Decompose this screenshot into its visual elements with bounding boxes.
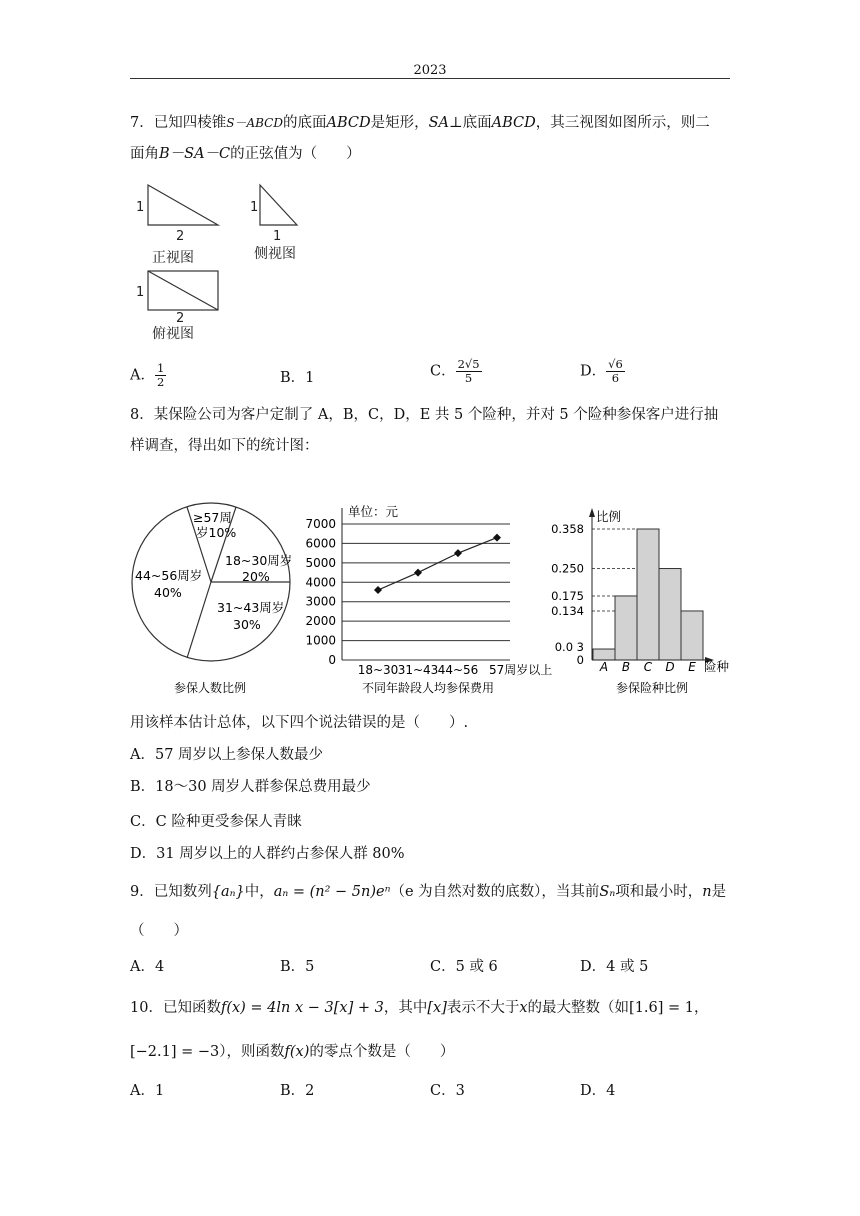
side-view-width: 1	[273, 229, 282, 244]
side-view-triangle	[260, 185, 297, 225]
q10-text: 表示不大于	[446, 1000, 520, 1016]
q7-text: 是矩形，	[370, 115, 429, 131]
q9-math: n	[702, 884, 712, 900]
line-chart-ytick: 5000	[305, 555, 336, 570]
pie-label-44-56: 44~56周岁	[135, 568, 203, 583]
q7-text: 已知四棱锥	[153, 115, 227, 131]
denominator: 5	[464, 371, 473, 385]
line-chart-caption: 不同年龄段人均参保费用	[362, 681, 495, 695]
option-label: B．	[280, 959, 306, 975]
q8-line1	[130, 405, 718, 425]
bar-chart-ylabel: 比例	[596, 509, 622, 524]
pie-label-18-30-pct: 20%	[242, 569, 270, 584]
bar-chart	[551, 500, 740, 700]
q9-option-b[interactable]	[280, 957, 314, 977]
top-view-diagonal	[148, 271, 218, 310]
q10-text: 的零点个数是（ ）	[309, 1044, 455, 1060]
option-text: 5	[305, 959, 315, 975]
q7-text: ，其三视图如图所示，则二	[535, 115, 710, 131]
line-chart-ytick: 6000	[305, 536, 336, 551]
option-label: D．	[580, 1083, 607, 1099]
line-chart-point	[493, 534, 501, 542]
bar-chart-xtick: E	[688, 660, 696, 674]
q9-option-c[interactable]	[430, 957, 498, 977]
q9-text: （e 为自然对数的底数），当其前	[390, 884, 600, 900]
q10-option-b[interactable]	[280, 1081, 314, 1101]
q7-three-views	[130, 178, 330, 348]
bar-chart-y-arrow	[589, 508, 595, 517]
q10-text: ，其中	[383, 1000, 428, 1016]
option-label: C．	[430, 1083, 456, 1099]
q9-option-a[interactable]	[130, 957, 164, 977]
q10-text: ），则函数	[219, 1044, 285, 1060]
option-label: A．	[130, 747, 155, 763]
line-chart-ytick: 3000	[305, 594, 336, 609]
numerator: 2√5	[457, 357, 480, 371]
front-view-triangle	[148, 185, 218, 225]
q9-formula: aₙ = (n² − 5n)eⁿ	[273, 884, 391, 900]
bar-chart-xtick: A	[599, 660, 609, 674]
line-chart-grid	[342, 524, 510, 660]
option-text: 2	[305, 1083, 315, 1099]
q7-line1	[130, 113, 710, 133]
pie-chart	[130, 500, 300, 700]
q10-option-c[interactable]	[430, 1081, 465, 1101]
line-chart-ytick: 1000	[305, 633, 336, 648]
option-text: 18～30 周岁人群参保总费用最少	[155, 779, 371, 795]
q9-text: 项和最小时，	[615, 884, 703, 900]
q8-question: 用该样本估计总体，以下四个说法错误的是（ ）.	[130, 715, 469, 731]
line-chart-ytick: 2000	[305, 614, 336, 629]
option-label: A．	[130, 1083, 155, 1099]
front-view-width: 2	[176, 229, 185, 244]
q10-text: ，	[694, 1000, 709, 1016]
pie-label-31-43-pct: 30%	[233, 617, 261, 632]
header-rule	[130, 78, 730, 79]
option-label: D．	[580, 363, 607, 380]
side-view-height: 1	[250, 200, 259, 215]
q8-option-a[interactable]	[130, 745, 323, 765]
option-label: B．	[280, 1083, 306, 1099]
pie-label-31-43: 31~43周岁	[217, 600, 285, 615]
q7-text: 的底面	[282, 115, 327, 131]
pie-label-57: ≥57周	[193, 510, 232, 525]
q10-line1	[130, 998, 709, 1018]
option-value: 1	[305, 370, 315, 386]
pie-caption: 参保人数比例	[174, 681, 247, 695]
bar-chart-ytick: 0.250	[551, 561, 584, 576]
bar-chart-ytick: 0.134	[551, 603, 584, 618]
front-view-height: 1	[136, 200, 145, 215]
top-view-width: 2	[176, 311, 185, 326]
q7-math: S－ABCD	[226, 116, 283, 130]
line-chart-yticks	[305, 517, 336, 667]
q10-text: 的最大整数（如	[527, 1000, 630, 1016]
q9-paren: （ ）	[130, 923, 188, 939]
pie-label-44-56-pct: 40%	[154, 585, 182, 600]
line-chart-point	[374, 586, 382, 594]
line-chart-xticks	[358, 662, 553, 677]
line-chart-xtick: 18~30	[357, 663, 399, 677]
line-chart-points	[374, 534, 501, 594]
q8-option-c[interactable]	[130, 812, 302, 832]
bar-chart-xtick: C	[643, 660, 653, 674]
q10-text: 已知函数	[162, 1000, 221, 1016]
option-label: A．	[130, 959, 155, 975]
bar-chart-ytick: 0	[576, 653, 584, 667]
page-header-year: 2023	[413, 63, 447, 78]
q9-text: 已知数列	[153, 884, 212, 900]
q10-example: [1.6] = 1	[629, 1000, 695, 1016]
q7-math: SA	[428, 115, 449, 131]
q8-line2: 样调查，得出如下的统计图：	[130, 438, 319, 454]
denominator: 6	[611, 371, 620, 385]
q7-line2	[130, 144, 361, 164]
option-label: C．	[430, 363, 456, 380]
option-text: 1	[154, 1083, 165, 1099]
line-chart-ytick: 7000	[305, 517, 336, 531]
option-label: D．	[580, 959, 607, 975]
q9-option-d[interactable]	[580, 957, 648, 977]
bar-chart-ytick: 0.0 3	[554, 640, 584, 655]
bar-chart-bar	[637, 529, 659, 660]
q9-line1	[130, 882, 726, 902]
option-label: C．	[430, 959, 456, 975]
q7-option-d[interactable]	[580, 358, 625, 385]
q7-number: 7．	[130, 115, 154, 131]
denominator: 2	[156, 375, 165, 389]
line-chart-ytick: 4000	[305, 575, 336, 590]
line-chart-point	[414, 569, 422, 577]
bar-chart-ytick: 0.175	[551, 588, 584, 603]
q7-text: 面角	[130, 146, 159, 162]
line-chart	[300, 500, 560, 700]
q9-number: 9．	[130, 884, 154, 900]
q8-text: 某保险公司为客户定制了 A，B，C，D，E 共 5 个险种，并对 5 个险种参保客户进行抽	[153, 407, 719, 423]
option-label: C．	[130, 814, 156, 830]
bar-chart-xticks	[599, 660, 696, 674]
bar-chart-bar	[659, 569, 681, 660]
q7-option-b[interactable]	[280, 366, 314, 387]
pie-label-18-30: 18~30周岁	[225, 553, 293, 568]
fraction	[456, 358, 482, 385]
q9-text: 是	[711, 884, 727, 900]
fraction	[155, 362, 166, 389]
line-chart-xtick: 57周岁以上	[489, 663, 553, 677]
q8-option-b[interactable]	[130, 777, 371, 797]
q10-option-a[interactable]	[130, 1081, 164, 1101]
q7-text: 的正弦值为（ ）	[230, 146, 361, 162]
q10-math: [x]	[427, 1000, 447, 1016]
option-label: B．	[280, 370, 306, 386]
pie-label-57-pct: 岁10%	[196, 525, 237, 540]
q9-math: {aₙ}	[211, 884, 245, 900]
q7-math: B－SA－C	[159, 146, 231, 162]
side-view-label: 侧视图	[254, 246, 296, 262]
bar-chart-ytick: 0.358	[551, 522, 584, 536]
bar-chart-bar	[615, 596, 637, 660]
fraction	[606, 358, 625, 385]
option-text: 4 或 5	[606, 959, 649, 975]
option-label: B．	[130, 779, 156, 795]
q10-option-d[interactable]	[580, 1081, 615, 1101]
line-chart-ytick: 0	[328, 653, 336, 667]
top-view-label: 俯视图	[152, 326, 194, 342]
option-label: D．	[130, 846, 157, 862]
q10-line2	[130, 1042, 454, 1062]
front-view-label: 正视图	[152, 250, 194, 266]
q10-number: 10．	[130, 1000, 163, 1016]
option-text: 5 或 6	[455, 959, 498, 975]
option-text: 3	[455, 1083, 465, 1099]
bar-chart-xtick: B	[621, 660, 631, 674]
q8-number: 8．	[130, 407, 154, 423]
q7-text: ⊥底面	[449, 115, 492, 131]
bar-chart-xtick: D	[665, 660, 675, 674]
q7-math: ABCD	[326, 115, 371, 131]
option-text: C 险种更受参保人青睐	[155, 814, 302, 830]
bar-chart-xlabel: 险种	[704, 659, 730, 674]
bar-chart-bars	[593, 529, 703, 660]
numerator: √6	[608, 357, 623, 371]
line-chart-unit: 单位：元	[348, 504, 399, 519]
q9-math: Sₙ	[599, 884, 616, 900]
q7-math: ABCD	[491, 115, 536, 131]
q10-math: x	[519, 1000, 528, 1016]
option-text: 31 周岁以上的人群约占参保人群 80%	[156, 846, 405, 862]
q10-math: f(x)	[284, 1044, 310, 1060]
top-view-height: 1	[136, 285, 145, 300]
q7-option-a[interactable]	[130, 362, 166, 389]
bar-chart-bar	[681, 611, 703, 660]
bar-chart-caption: 参保险种比例	[616, 681, 689, 695]
option-text: 4	[606, 1083, 616, 1099]
q7-option-c[interactable]	[430, 358, 482, 385]
line-chart-xtick: 31~43	[397, 663, 439, 677]
q9-text: 中，	[244, 884, 274, 900]
q8-option-d[interactable]	[130, 844, 405, 864]
line-chart-point	[454, 549, 462, 557]
option-label: A．	[130, 367, 155, 384]
line-chart-xtick: 44~56	[437, 663, 479, 677]
bar-chart-bar	[593, 649, 615, 660]
numerator: 1	[156, 361, 165, 375]
option-text: 4	[154, 959, 165, 975]
q10-formula: f(x) = 4ln x − 3[x] + 3	[220, 1000, 384, 1016]
option-text: 57 周岁以上参保人数最少	[154, 747, 324, 763]
q10-example: [−2.1] = −3	[130, 1044, 220, 1060]
